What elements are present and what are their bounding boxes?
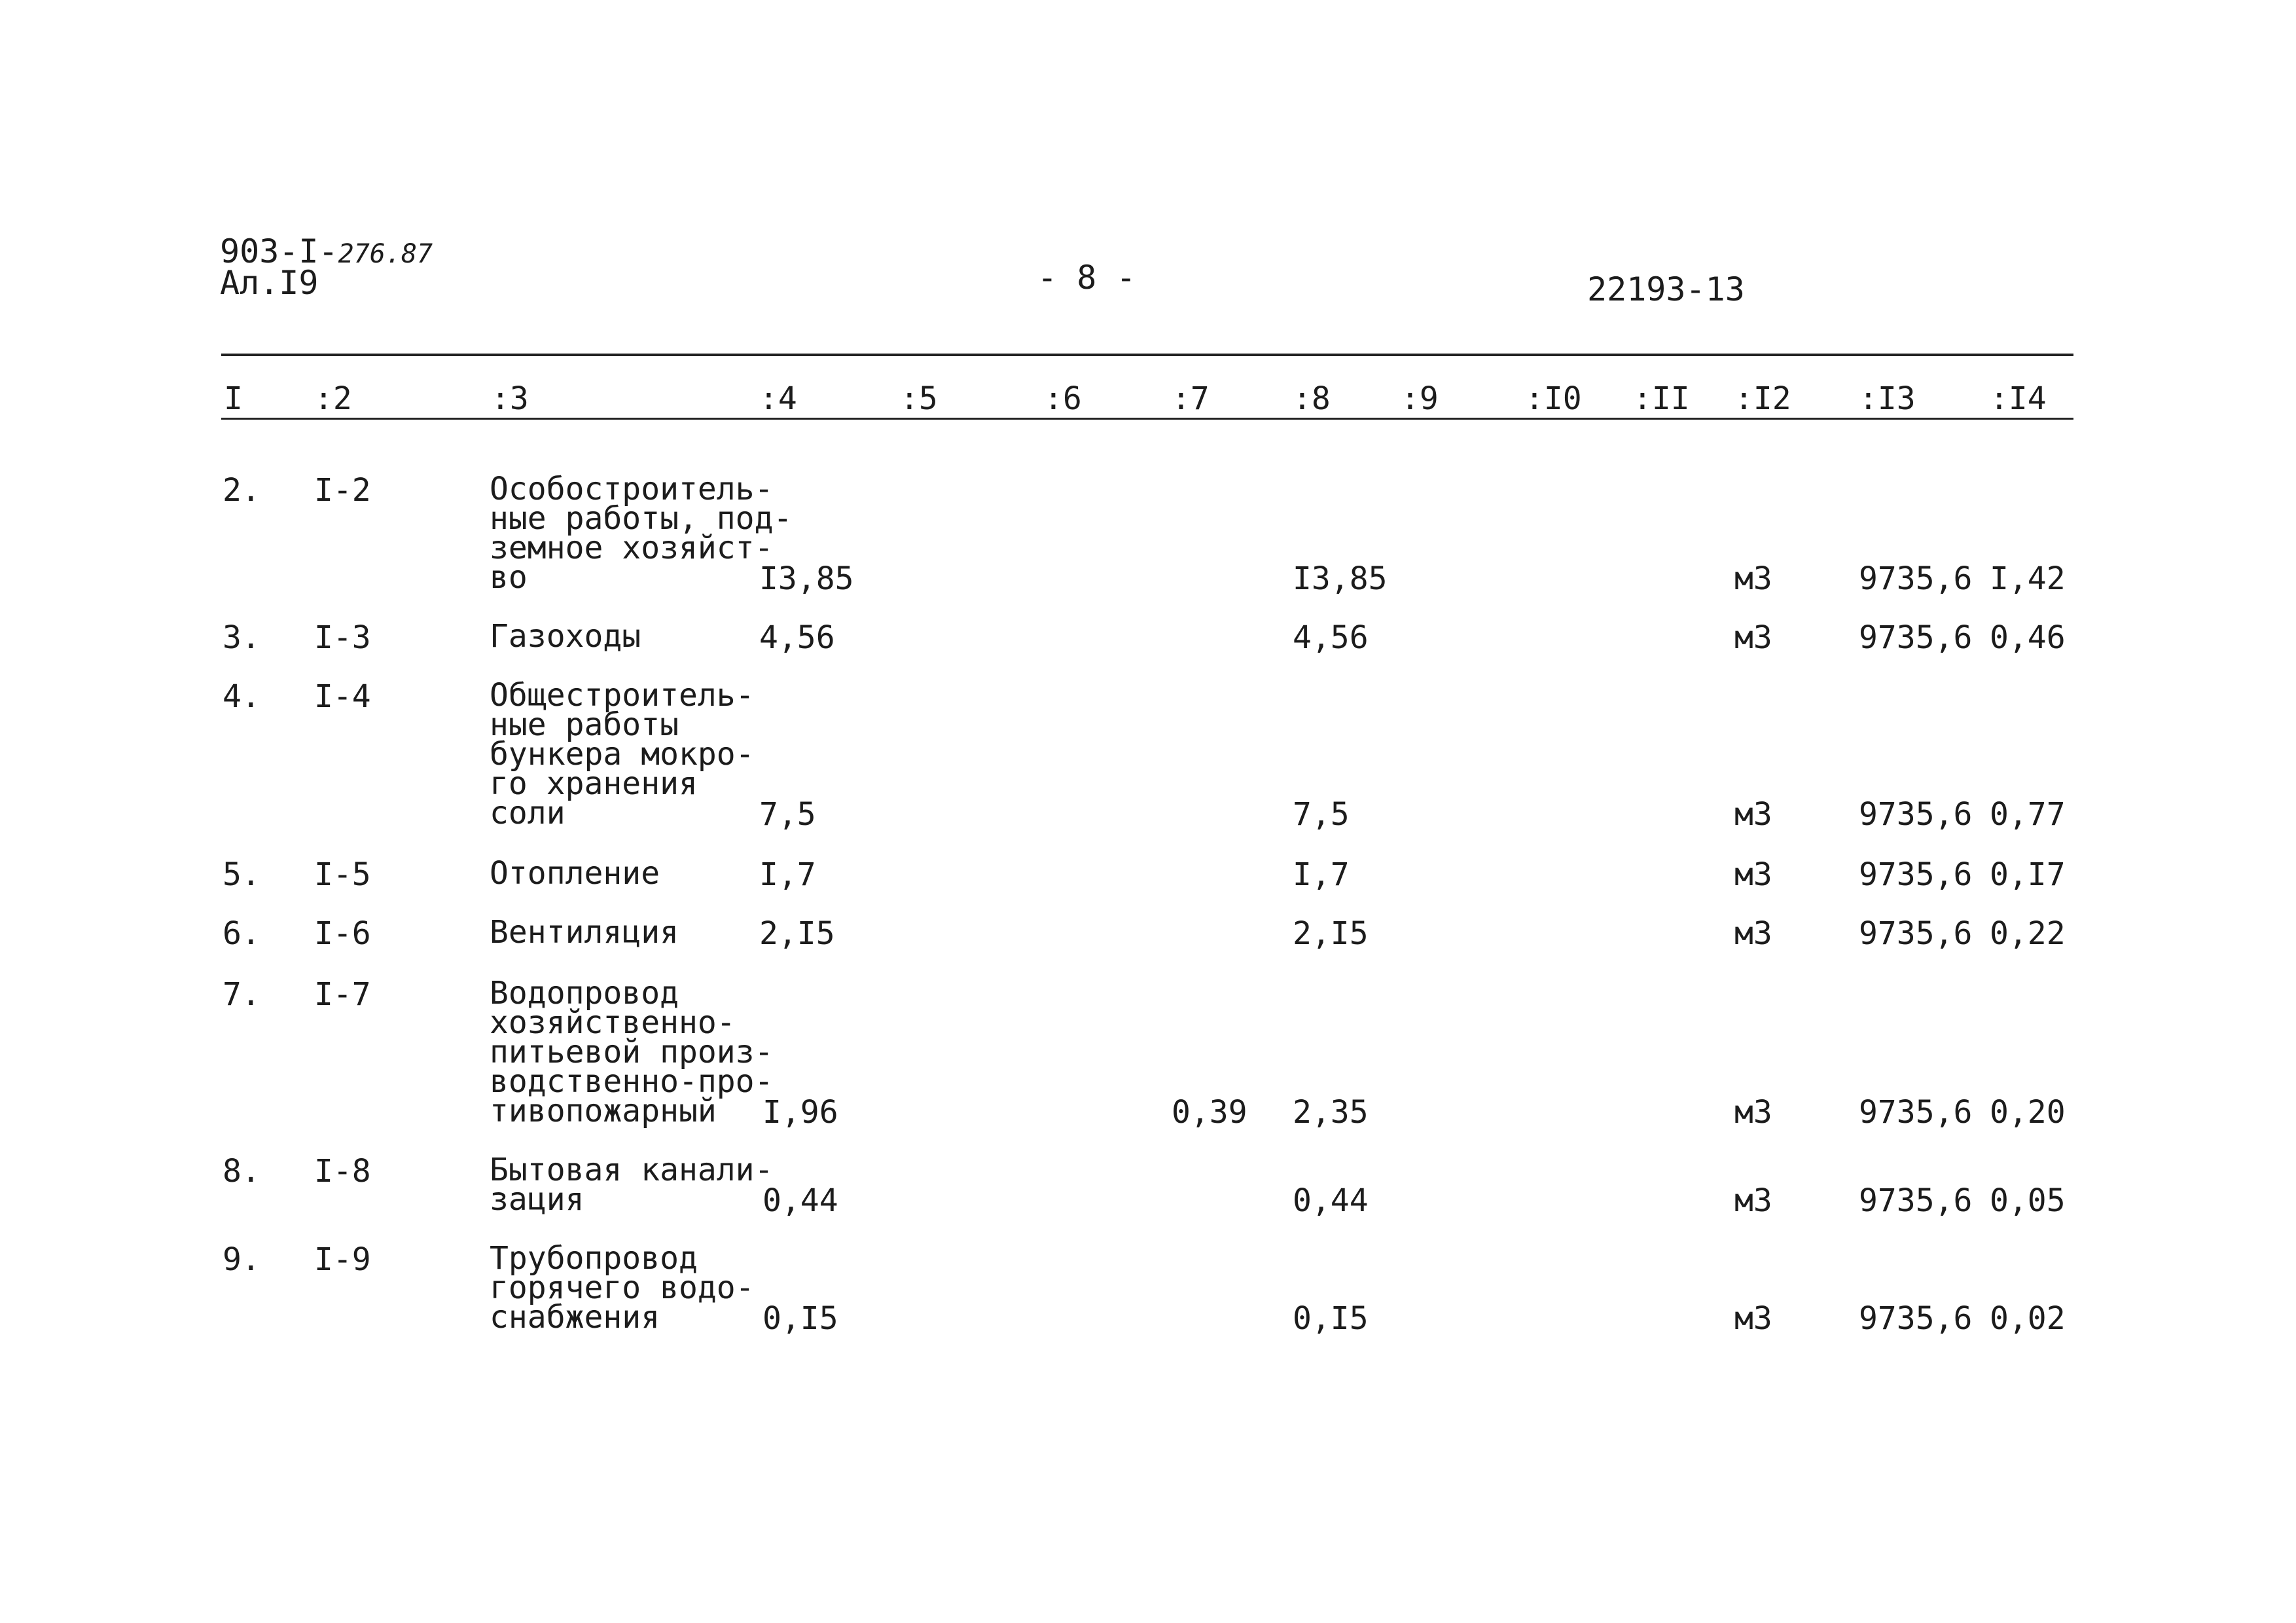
row-number: 6. xyxy=(223,915,260,952)
row-unit: м3 xyxy=(1734,796,1772,833)
column-header: :3 xyxy=(491,380,529,417)
row-name: Отопление xyxy=(490,855,660,892)
row-name: Бытовая канали- зация xyxy=(490,1152,774,1218)
column-header: :5 xyxy=(900,380,938,417)
row-number: 7. xyxy=(223,976,260,1013)
row-code: I-7 xyxy=(314,976,371,1013)
row-col13: 9735,6 xyxy=(1859,560,1973,597)
row-number: 5. xyxy=(223,856,260,893)
row-unit: м3 xyxy=(1734,619,1772,656)
row-col14: 0,46 xyxy=(1990,619,2066,656)
row-unit: м3 xyxy=(1734,915,1772,952)
row-col7: 0,39 xyxy=(1172,1094,1247,1131)
row-col14: I,42 xyxy=(1990,560,2066,597)
column-header: :8 xyxy=(1293,380,1331,417)
row-code: I-5 xyxy=(314,856,371,893)
column-header: :9 xyxy=(1401,380,1439,417)
row-code: I-8 xyxy=(314,1153,371,1190)
row-unit: м3 xyxy=(1734,856,1772,893)
column-header: :6 xyxy=(1044,380,1082,417)
column-header: :2 xyxy=(314,380,352,417)
row-code: I-6 xyxy=(314,915,371,952)
sheet-label: Ал.I9 xyxy=(220,264,319,302)
row-number: 3. xyxy=(223,619,260,656)
row-col8: 2,I5 xyxy=(1293,915,1369,952)
row-col8: 0,44 xyxy=(1293,1182,1369,1219)
header-bottom-rule xyxy=(221,418,2073,420)
column-header: :II xyxy=(1633,380,1690,417)
row-col13: 9735,6 xyxy=(1859,796,1973,833)
row-col8: 7,5 xyxy=(1293,796,1350,833)
row-col8: 0,I5 xyxy=(1293,1300,1369,1337)
row-col14: 0,02 xyxy=(1990,1300,2066,1337)
row-col14: 0,77 xyxy=(1990,796,2066,833)
row-col4: I,96 xyxy=(762,1094,838,1131)
doc-code-prefix: 903-I- xyxy=(220,232,338,270)
row-col13: 9735,6 xyxy=(1859,1182,1973,1219)
row-col4: 4,56 xyxy=(759,619,835,656)
row-unit: м3 xyxy=(1734,1094,1772,1131)
document-number: 22193-13 xyxy=(1587,270,1745,308)
row-code: I-3 xyxy=(314,619,371,656)
row-code: I-9 xyxy=(314,1241,371,1278)
row-col8: I,7 xyxy=(1293,856,1350,893)
column-header: :I0 xyxy=(1525,380,1582,417)
row-col13: 9735,6 xyxy=(1859,915,1973,952)
row-number: 8. xyxy=(223,1153,260,1190)
row-name: Особостроитель- ные работы, под- земное хозяйст- во xyxy=(490,471,793,596)
row-name: Водопровод хозяйственно- питьевой произ- водственно-про- тивопожарный xyxy=(490,975,774,1129)
row-number: 4. xyxy=(223,678,260,715)
row-unit: м3 xyxy=(1734,560,1772,597)
row-code: I-4 xyxy=(314,678,371,715)
row-col13: 9735,6 xyxy=(1859,856,1973,893)
row-col13: 9735,6 xyxy=(1859,619,1973,656)
row-name: Газоходы xyxy=(490,618,641,655)
row-col13: 9735,6 xyxy=(1859,1094,1973,1131)
column-header: :7 xyxy=(1172,380,1210,417)
row-col14: 0,22 xyxy=(1990,915,2066,952)
doc-code-handwritten: 276.87 xyxy=(338,239,433,269)
page-number: - 8 - xyxy=(1037,259,1136,297)
row-code: I-2 xyxy=(314,472,371,509)
row-name: Общестроитель- ные работы бункера мокро- го хранения соли xyxy=(490,677,755,831)
row-unit: м3 xyxy=(1734,1182,1772,1219)
row-col8: 4,56 xyxy=(1293,619,1369,656)
table-top-rule xyxy=(221,354,2073,356)
column-header: I xyxy=(224,380,243,417)
row-unit: м3 xyxy=(1734,1300,1772,1337)
row-number: 2. xyxy=(223,472,260,509)
column-header: :4 xyxy=(759,380,797,417)
column-header: :I4 xyxy=(1990,380,2047,417)
row-name: Трубопровод горячего водо- снабжения xyxy=(490,1240,755,1336)
column-header: :I3 xyxy=(1859,380,1916,417)
row-col14: 0,20 xyxy=(1990,1094,2066,1131)
row-col4: 7,5 xyxy=(759,796,816,833)
row-number: 9. xyxy=(223,1241,260,1278)
row-col14: 0,05 xyxy=(1990,1182,2066,1219)
row-col4: I,7 xyxy=(759,856,816,893)
row-col8: I3,85 xyxy=(1293,560,1388,597)
row-col4: 2,I5 xyxy=(759,915,835,952)
row-col8: 2,35 xyxy=(1293,1094,1369,1131)
row-col4: I3,85 xyxy=(759,560,854,597)
row-name: Вентиляция xyxy=(490,914,679,951)
row-col13: 9735,6 xyxy=(1859,1300,1973,1337)
row-col4: 0,44 xyxy=(762,1182,838,1219)
row-col14: 0,I7 xyxy=(1990,856,2066,893)
row-col4: 0,I5 xyxy=(762,1300,838,1337)
column-header: :I2 xyxy=(1734,380,1791,417)
